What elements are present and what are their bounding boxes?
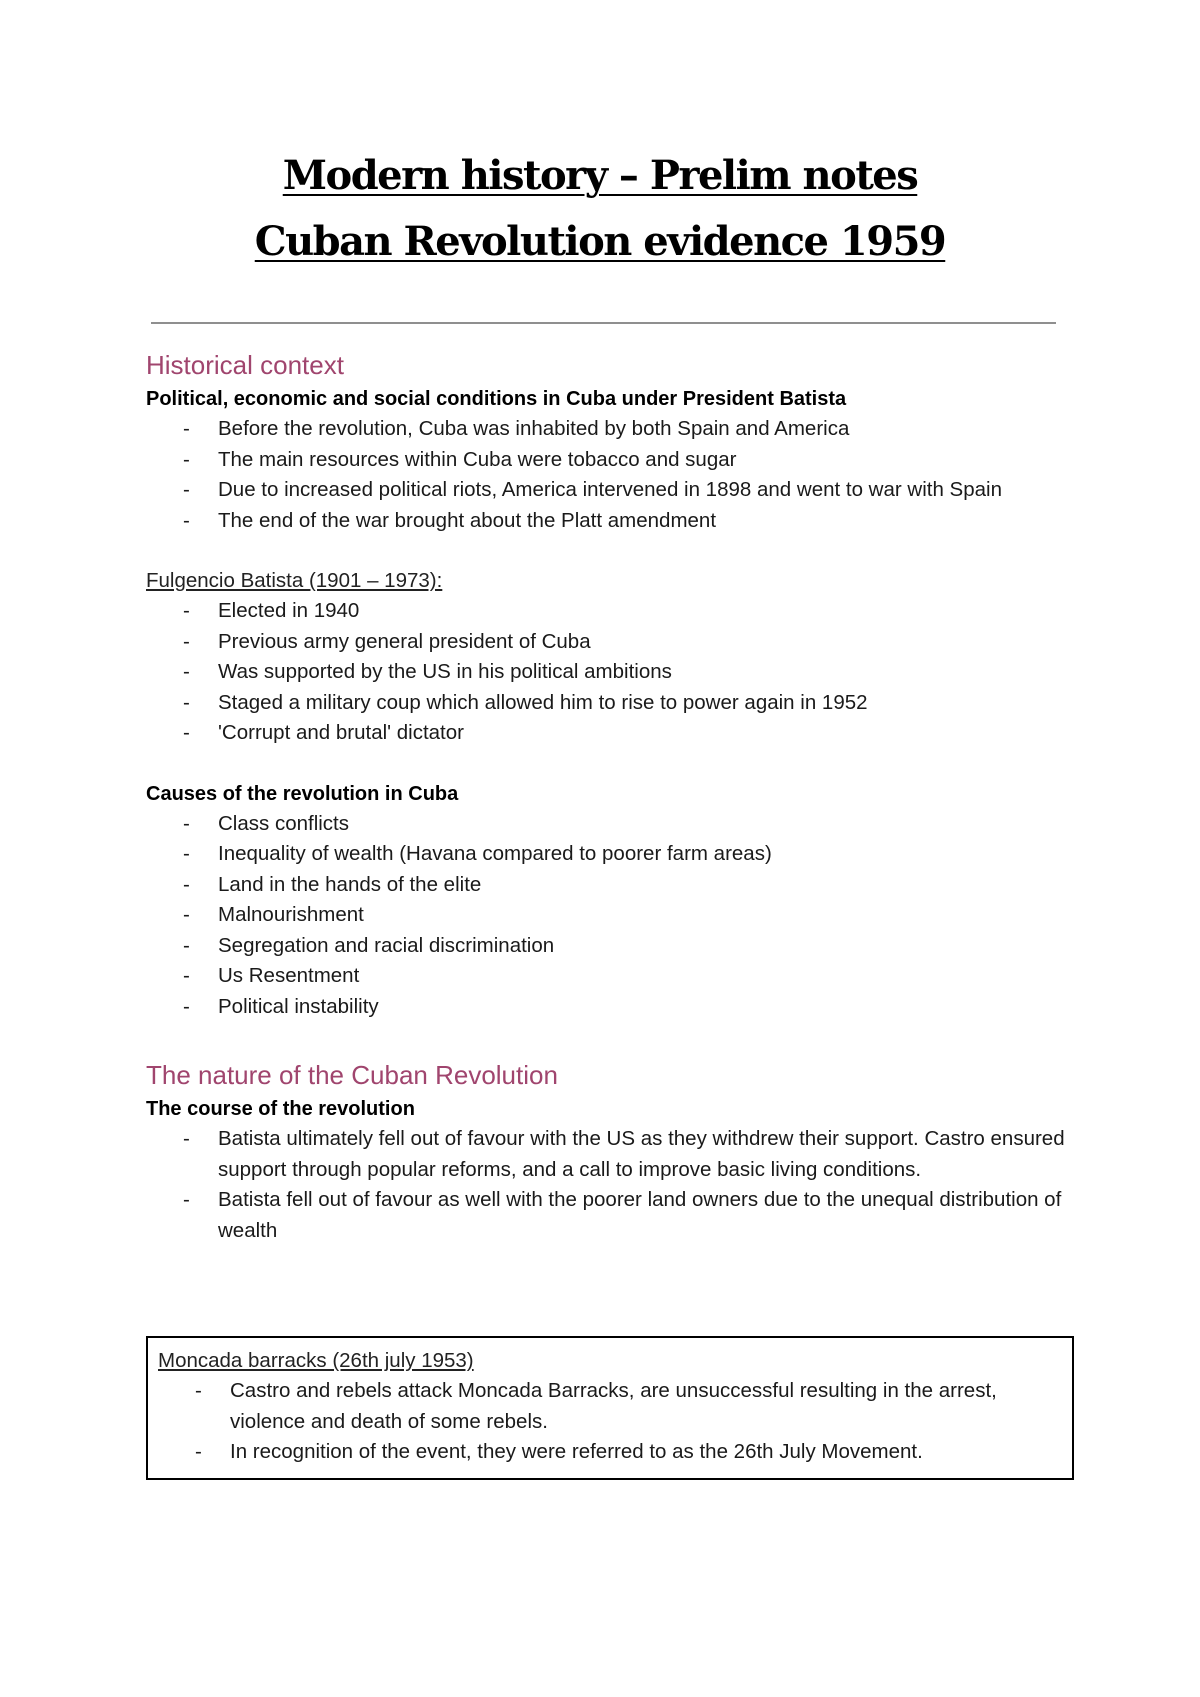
list-item: - The end of the war brought about the Platt amendment <box>146 506 1066 537</box>
list-item: - Was supported by the US in his political ambitions <box>146 657 1066 688</box>
spacer <box>146 1022 1066 1056</box>
list-item: - The main resources within Cuba were tobacco and sugar <box>146 445 1066 476</box>
subheading-batista: Fulgencio Batista (1901 – 1973): <box>146 569 443 592</box>
list-item: - Before the revolution, Cuba was inhabited by both Spain and America <box>146 414 1066 445</box>
box-heading: Moncada barracks (26th july 1953) <box>158 1349 474 1372</box>
batista-list <box>146 596 1066 749</box>
list-item: - Due to increased political riots, America intervened in 1898 and went to war with Spain <box>146 475 1066 506</box>
section-heading-historical-context: Historical context <box>146 350 344 380</box>
list-item: - Land in the hands of the elite <box>146 870 1066 901</box>
list-item: - Inequality of wealth (Havana compared to poorer farm areas) <box>146 839 1066 870</box>
list-item: - 'Corrupt and brutal' dictator <box>146 718 1066 749</box>
list-item: - Batista fell out of favour as well with the poorer land owners due to the unequal distribution of wealth <box>146 1185 1066 1246</box>
moncada-barracks-box <box>146 1336 1074 1480</box>
list-item: - Political instability <box>146 992 1066 1023</box>
causes-list <box>146 809 1066 1023</box>
course-list <box>146 1124 1066 1246</box>
spacer <box>146 536 1066 566</box>
box-list <box>158 1376 1072 1468</box>
list-item: - Us Resentment <box>146 961 1066 992</box>
document-title-line-1: Modern history – Prelim notes <box>282 152 918 199</box>
spacer <box>146 749 1066 779</box>
list-item: - Previous army general president of Cuba <box>146 627 1066 658</box>
list-item: - Elected in 1940 <box>146 596 1066 627</box>
list-item: - Malnourishment <box>146 900 1066 931</box>
list-item: - Segregation and racial discrimination <box>146 931 1066 962</box>
conditions-list <box>146 414 1066 536</box>
horizontal-rule <box>151 322 1056 324</box>
list-item: - Staged a military coup which allowed him to rise to power again in 1952 <box>146 688 1066 719</box>
subheading-course: The course of the revolution <box>146 1098 415 1120</box>
list-item: - Batista ultimately fell out of favour with the US as they withdrew their support. Castro ensured support through popular reforms, and a call to improve basic living conditions. <box>146 1124 1066 1185</box>
document-body <box>146 346 1066 1246</box>
list-item: - Castro and rebels attack Moncada Barracks, are unsuccessful resulting in the arrest, violence and death of some rebels. <box>158 1376 1072 1437</box>
document-title-line-2: Cuban Revolution evidence 1959 <box>254 218 946 265</box>
section-heading-nature: The nature of the Cuban Revolution <box>146 1060 558 1090</box>
subheading-conditions: Political, economic and social conditions in Cuba under President Batista <box>146 388 847 410</box>
subheading-causes: Causes of the revolution in Cuba <box>146 782 459 805</box>
list-item: - In recognition of the event, they were referred to as the 26th July Movement. <box>158 1437 1072 1468</box>
list-item: - Class conflicts <box>146 809 1066 840</box>
